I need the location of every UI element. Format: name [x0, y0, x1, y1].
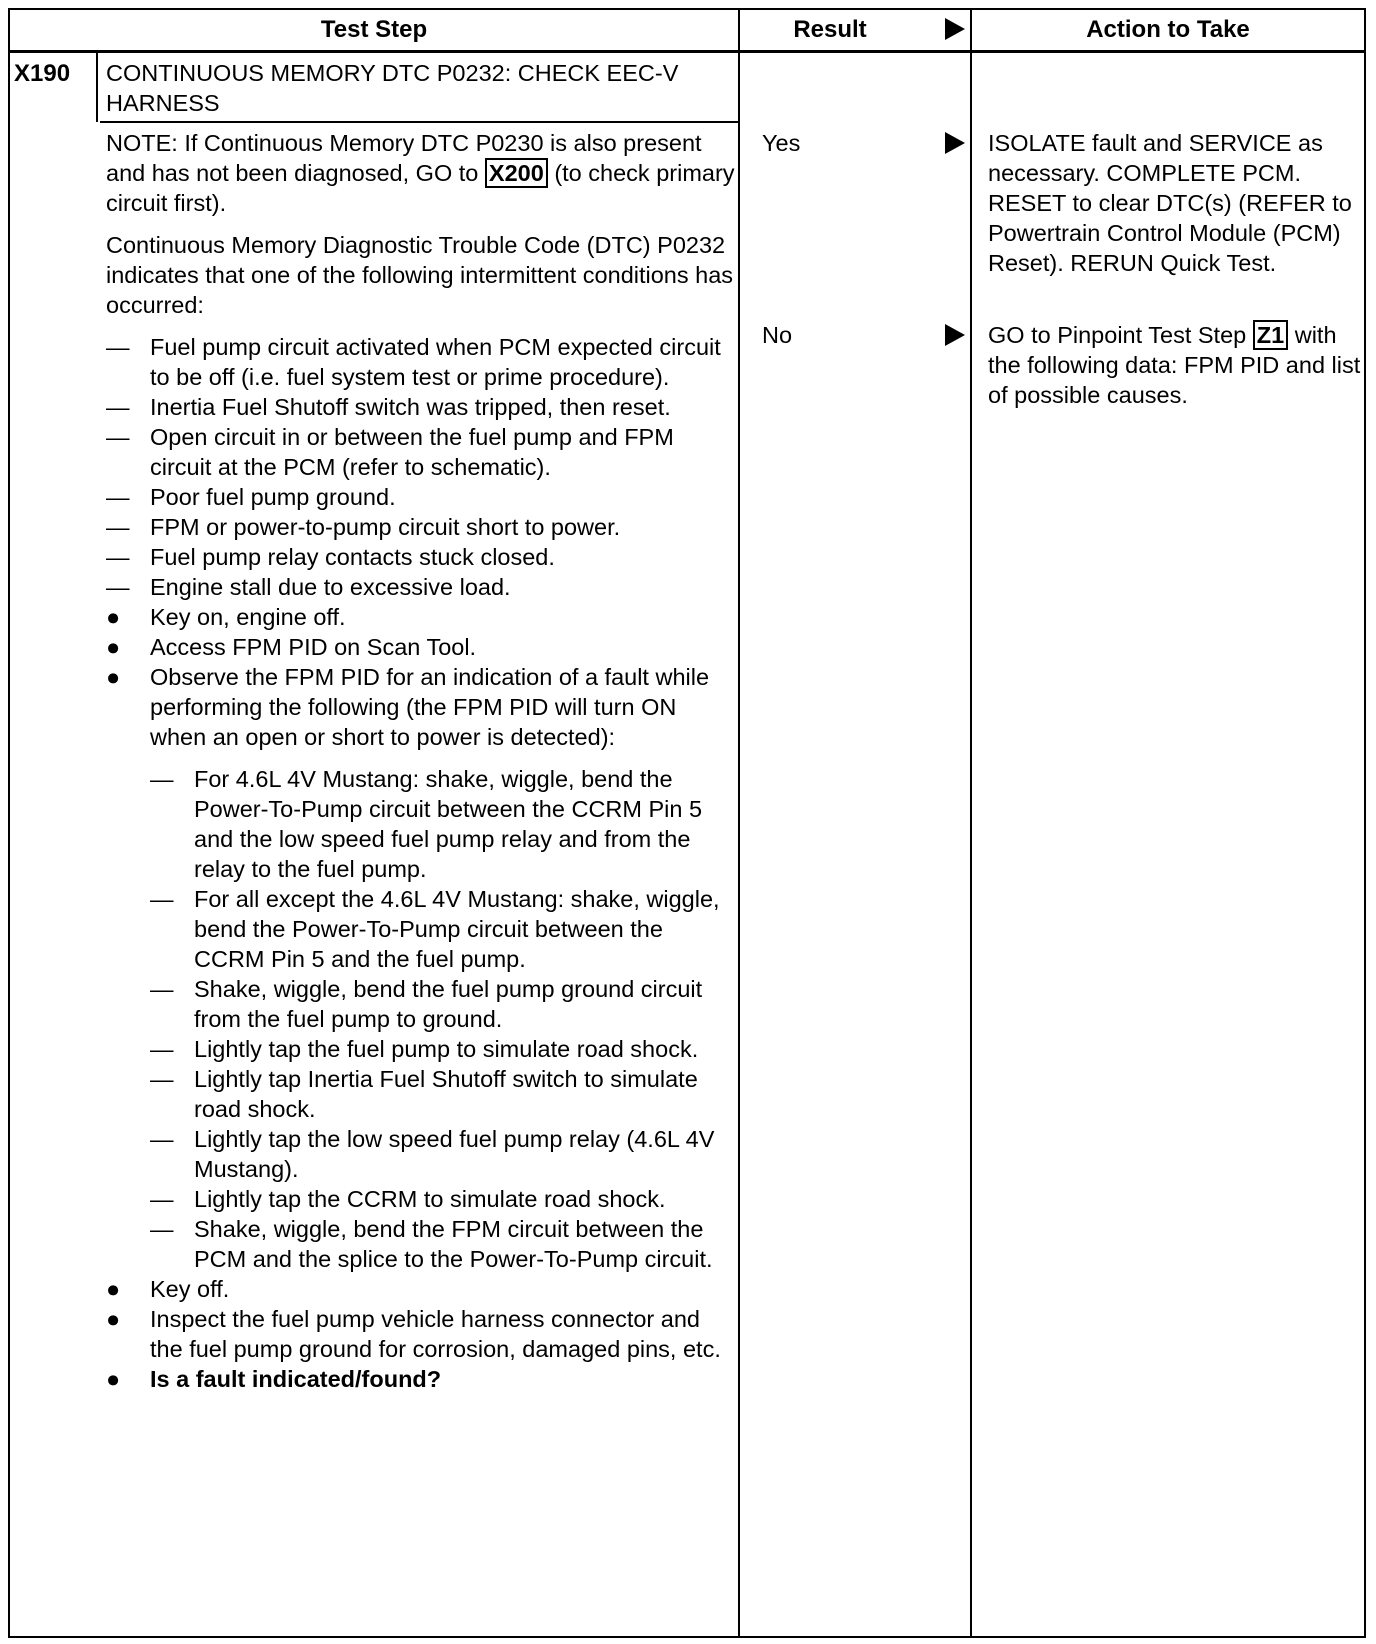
substep-item-text: Lightly tap the CCRM to simulate road shock. — [194, 1186, 666, 1212]
condition-item — [106, 512, 736, 542]
dash-icon: — — [106, 544, 130, 570]
bullet-icon: ● — [106, 664, 121, 690]
substep-item — [106, 974, 736, 1034]
condition-item — [106, 332, 736, 392]
substep-item-text: Lightly tap the fuel pump to simulate road shock. — [194, 1036, 699, 1062]
intro: Continuous Memory Diagnostic Trouble Code (DTC) P0232 indicates that one of the following intermittent conditions has occurred: — [106, 232, 734, 318]
condition-item — [106, 542, 736, 572]
step-title: CONTINUOUS MEMORY DTC P0232: CHECK EEC-V HARNESS — [106, 60, 679, 116]
bullet-icon: ● — [106, 604, 121, 630]
question — [106, 1364, 736, 1394]
header-test-step: Test Step — [320, 16, 428, 43]
link-z1[interactable]: Z1 — [1253, 320, 1288, 350]
result-no: No — [762, 322, 793, 348]
condition-item-text: Open circuit in or between the fuel pump and FPM circuit at the PCM (refer to schematic). — [150, 424, 674, 480]
diagnostic-table — [8, 8, 1366, 1638]
dash-icon: — — [150, 1066, 174, 1092]
dash-icon: — — [150, 1126, 174, 1152]
header-result: Result — [793, 16, 867, 43]
header-action: Action to Take — [1086, 16, 1250, 43]
condition-item-text: Engine stall due to excessive load. — [150, 574, 511, 600]
link-x200[interactable]: X200 — [485, 158, 548, 188]
condition-item-text: Poor fuel pump ground. — [150, 484, 396, 510]
bullet-icon: ● — [106, 1306, 121, 1332]
table-header — [10, 10, 1364, 53]
substep-item-text: For 4.6L 4V Mustang: shake, wiggle, bend the Power-To-Pump circuit between the CCRM Pin 5 and the low speed fuel pump relay and from the relay to the fuel pump. — [194, 766, 703, 882]
dash-icon: — — [106, 484, 130, 510]
arrow-icon — [945, 18, 965, 40]
dash-icon: — — [106, 514, 130, 540]
step-item-text: Access FPM PID on Scan Tool. — [150, 634, 477, 660]
step-item — [106, 1274, 736, 1304]
substep-item — [106, 884, 736, 974]
step-item-text: Key on, engine off. — [150, 604, 346, 630]
condition-item — [106, 422, 736, 482]
dash-icon: — — [150, 1216, 174, 1242]
step-item — [106, 662, 736, 752]
substep-item — [106, 764, 736, 884]
dash-icon: — — [150, 1036, 174, 1062]
dash-icon: — — [150, 976, 174, 1002]
dash-icon: — — [150, 766, 174, 792]
substep-item — [106, 1124, 736, 1184]
condition-item — [106, 572, 736, 602]
arrow-icon — [945, 132, 965, 154]
action-text: with the following data: FPM PID and list of possible causes. — [988, 322, 1361, 408]
step-item-text: Inspect the fuel pump vehicle harness connector and the fuel pump ground for corrosion, damaged pins, etc. — [150, 1306, 721, 1362]
divider — [100, 121, 739, 123]
substep-item-text: Shake, wiggle, bend the fuel pump ground circuit from the fuel pump to ground. — [194, 976, 703, 1032]
step-body — [106, 128, 736, 1394]
step-item — [106, 632, 736, 662]
divider — [96, 52, 98, 122]
dash-icon: — — [106, 334, 130, 360]
note — [106, 128, 736, 218]
note-text: NOTE: If Continuous Memory DTC P0230 is also present and has not been diagnosed, GO to — [106, 130, 702, 186]
bullet-icon: ● — [106, 1366, 121, 1392]
substep-item-text: Lightly tap the low speed fuel pump relay (4.6L 4V Mustang). — [194, 1126, 715, 1182]
substep-item-text: Shake, wiggle, bend the FPM circuit between the PCM and the splice to the Power-To-Pump circuit. — [194, 1216, 713, 1272]
question-text: Is a fault indicated/found? — [150, 1366, 442, 1392]
dash-icon: — — [106, 394, 130, 420]
condition-item-text: Inertia Fuel Shutoff switch was tripped, then reset. — [150, 394, 671, 420]
substep-item — [106, 1034, 736, 1064]
column-divider — [738, 10, 740, 1636]
dash-icon: — — [150, 1186, 174, 1212]
step-item — [106, 602, 736, 632]
action-no — [988, 320, 1373, 410]
substep-item-text: For all except the 4.6L 4V Mustang: shake, wiggle, bend the Power-To-Pump circuit between the CCRM Pin 5 and the fuel pump. — [194, 886, 720, 972]
dash-icon: — — [150, 886, 174, 912]
substep-item — [106, 1184, 736, 1214]
result-yes: Yes — [762, 130, 801, 156]
substep-item-text: Lightly tap Inertia Fuel Shutoff switch to simulate road shock. — [194, 1066, 698, 1122]
condition-item-text: FPM or power-to-pump circuit short to power. — [150, 514, 621, 540]
dash-icon: — — [106, 424, 130, 450]
step-id: X190 — [14, 60, 71, 87]
substep-item — [106, 1064, 736, 1124]
condition-item-text: Fuel pump circuit activated when PCM expected circuit to be off (i.e. fuel system test or prime procedure). — [150, 334, 721, 390]
step-item-text: Key off. — [150, 1276, 230, 1302]
arrow-icon — [945, 324, 965, 346]
condition-item — [106, 392, 736, 422]
bullet-icon: ● — [106, 1276, 121, 1302]
dash-icon: — — [106, 574, 130, 600]
bullet-icon: ● — [106, 634, 121, 660]
step-item-text: Observe the FPM PID for an indication of a fault while performing the following (the FPM PID will turn ON when an open or short to power is detected): — [150, 664, 710, 750]
note-text: (to check primary circuit first). — [106, 160, 735, 216]
step-item — [106, 1304, 736, 1364]
column-divider — [970, 10, 972, 1636]
action-yes: ISOLATE fault and SERVICE as necessary. COMPLETE PCM. RESET to clear DTC(s) (REFER to Powertrain Control Module (PCM) Reset). RERUN Quick Test. — [988, 130, 1352, 276]
condition-item-text: Fuel pump relay contacts stuck closed. — [150, 544, 555, 570]
condition-item — [106, 482, 736, 512]
substep-item — [106, 1214, 736, 1274]
action-text: GO to Pinpoint Test Step — [988, 322, 1253, 348]
